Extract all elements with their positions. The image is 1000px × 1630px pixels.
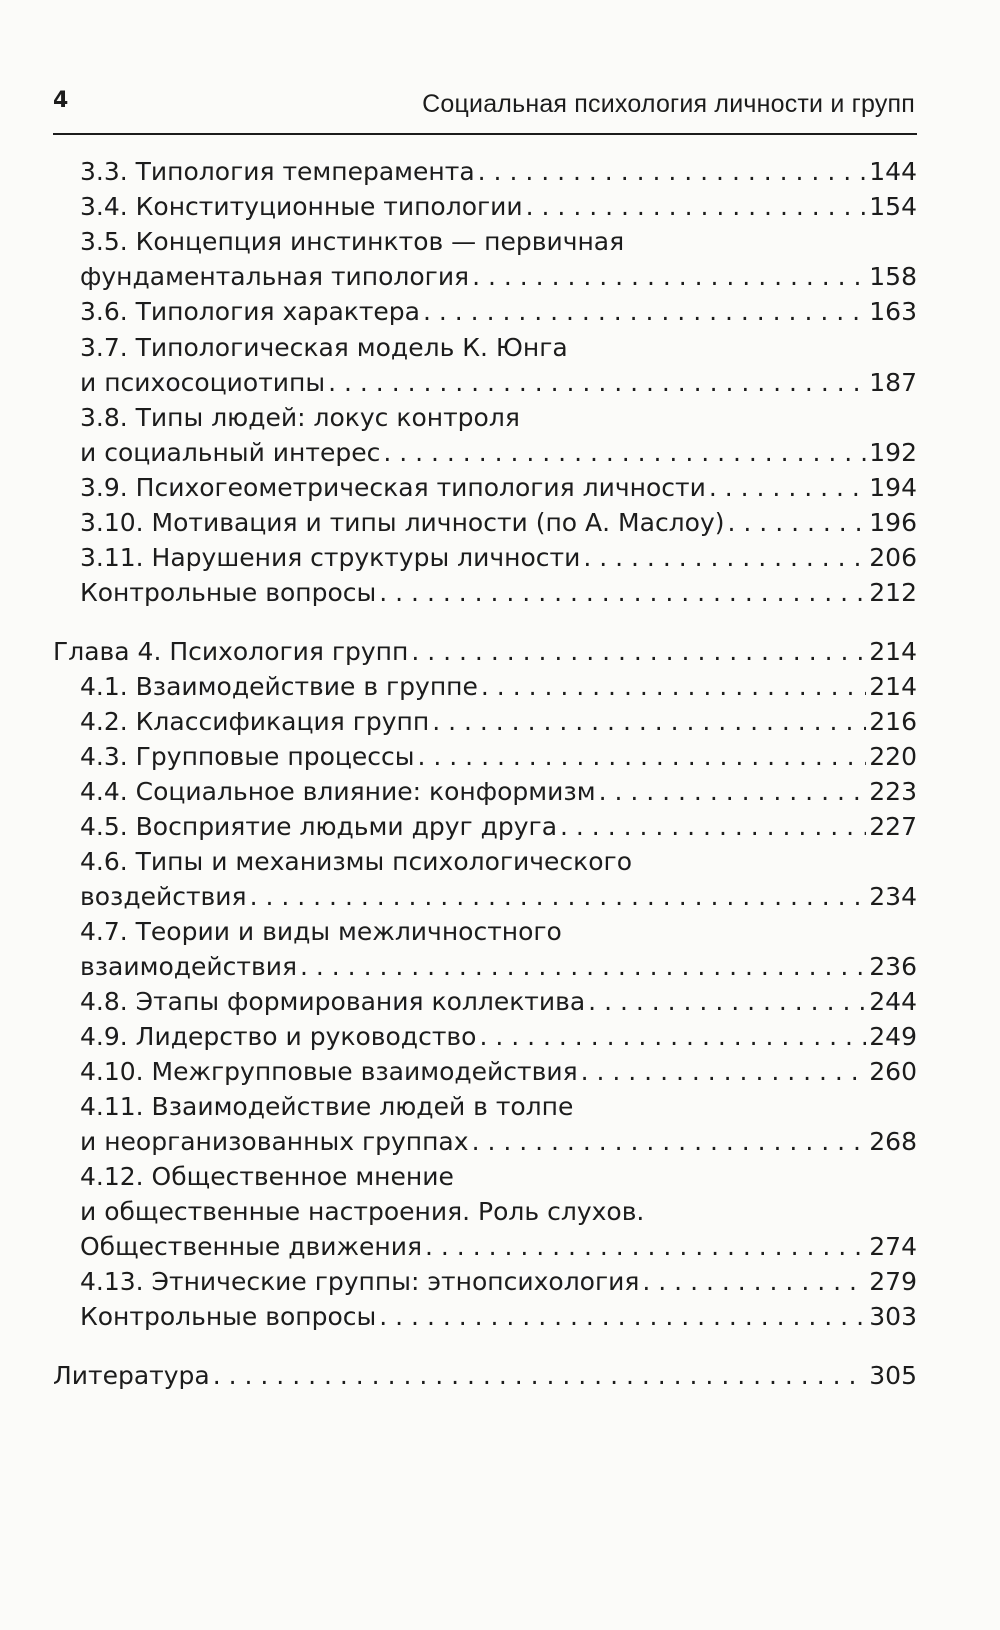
toc-entry-page: 192 bbox=[869, 438, 917, 467]
dot-leader bbox=[418, 739, 867, 775]
dot-leader bbox=[379, 575, 866, 611]
toc-entry-title: 3.9. Психогеометрическая типология личности bbox=[80, 473, 706, 502]
dot-leader bbox=[478, 154, 867, 190]
toc-entry-page: 163 bbox=[869, 297, 917, 326]
dot-leader bbox=[728, 505, 867, 541]
toc-entry-title: и социальный интерес bbox=[80, 438, 381, 467]
toc-entry-title: 3.3. Типология темперамента bbox=[80, 157, 475, 186]
dot-leader bbox=[642, 1264, 866, 1300]
dot-leader bbox=[383, 435, 866, 471]
dot-leader bbox=[425, 1229, 866, 1265]
toc-entry-title: взаимодействия bbox=[80, 952, 297, 981]
toc-entry-page: 220 bbox=[869, 742, 917, 771]
toc-entry-title: воздействия bbox=[80, 882, 247, 911]
toc-entry-page: 187 bbox=[869, 368, 917, 397]
toc-entry-title-line: 4.11. Взаимодействие людей в толпе bbox=[80, 1092, 574, 1121]
toc-entry-title: 4.4. Социальное влияние: конформизм bbox=[80, 777, 596, 806]
toc-entry-page: 154 bbox=[869, 192, 917, 221]
toc-entry-page: 234 bbox=[869, 882, 917, 911]
toc-entry-title-line: 3.5. Концепция инстинктов — первичная bbox=[80, 227, 625, 256]
toc-entry-title: и психосоциотипы bbox=[80, 368, 326, 397]
toc-entry-page: 216 bbox=[869, 707, 917, 736]
toc-chapter-title: Литература bbox=[53, 1361, 210, 1390]
dot-leader bbox=[526, 189, 867, 225]
dot-leader bbox=[599, 774, 867, 810]
dot-leader bbox=[472, 1124, 867, 1160]
dot-leader bbox=[328, 365, 866, 401]
toc-entry-title-line: 4.7. Теории и виды межличностного bbox=[80, 917, 562, 946]
dot-leader bbox=[379, 1299, 866, 1335]
toc-entry-page: 214 bbox=[869, 672, 917, 701]
page-number: 4 bbox=[53, 88, 69, 113]
toc-entry-page: 194 bbox=[869, 473, 917, 502]
toc-entry-title: Общественные движения bbox=[80, 1232, 423, 1261]
dot-leader bbox=[583, 540, 866, 576]
toc-entry-title: 4.13. Этнические группы: этнопсихология bbox=[80, 1267, 640, 1296]
toc-entry-title: 4.8. Этапы формирования коллектива bbox=[80, 987, 586, 1016]
toc-entry-title: 3.6. Типология характера bbox=[80, 297, 420, 326]
toc-entry-title: 4.3. Групповые процессы bbox=[80, 742, 415, 771]
toc-entry-title: Контрольные вопросы bbox=[80, 578, 377, 607]
toc-entry-title-line: 4.6. Типы и механизмы психологического bbox=[80, 847, 632, 876]
toc-entry-page: 268 bbox=[869, 1127, 917, 1156]
toc-entry-title: 3.4. Конституционные типологии bbox=[80, 192, 523, 221]
toc-entry-title: 3.10. Мотивация и типы личности (по А. Маслоу) bbox=[80, 508, 725, 537]
toc-entry-page: 196 bbox=[869, 508, 917, 537]
dot-leader bbox=[411, 634, 866, 670]
dot-leader bbox=[423, 294, 866, 330]
toc-entry-title-line: и общественные настроения. Роль слухов. bbox=[80, 1197, 645, 1226]
dot-leader bbox=[581, 1054, 867, 1090]
toc-entry-page: 212 bbox=[869, 578, 917, 607]
toc-entry-title: фундаментальная типология bbox=[80, 262, 470, 291]
header-rule bbox=[53, 133, 917, 135]
toc-entry-title: 4.9. Лидерство и руководство bbox=[80, 1022, 477, 1051]
toc-entry-page: 223 bbox=[869, 777, 917, 806]
toc-entry-page: 227 bbox=[869, 812, 917, 841]
toc-entry-page: 260 bbox=[869, 1057, 917, 1086]
toc-entry-title: и неорганизованных группах bbox=[80, 1127, 469, 1156]
dot-leader bbox=[481, 669, 866, 705]
toc-entry-title: 4.1. Взаимодействие в группе bbox=[80, 672, 478, 701]
dot-leader bbox=[709, 470, 866, 506]
toc-entry-page: 244 bbox=[869, 987, 917, 1016]
dot-leader bbox=[472, 259, 866, 295]
toc-entry-title: 4.10. Межгрупповые взаимодействия bbox=[80, 1057, 578, 1086]
toc-entry-page: 158 bbox=[869, 262, 917, 291]
toc-entry-title: Контрольные вопросы bbox=[80, 1302, 377, 1331]
dot-leader bbox=[560, 809, 866, 845]
toc-entry-title: 4.2. Классификация групп bbox=[80, 707, 430, 736]
dot-leader bbox=[250, 879, 867, 915]
toc-entry-page: 303 bbox=[869, 1302, 917, 1331]
dot-leader bbox=[479, 1019, 866, 1055]
toc-entry-page: 214 bbox=[869, 637, 917, 666]
dot-leader bbox=[432, 704, 866, 740]
dot-leader bbox=[213, 1358, 867, 1394]
toc-entry-page: 144 bbox=[869, 157, 917, 186]
dot-leader bbox=[300, 949, 866, 985]
page-header bbox=[53, 88, 915, 128]
toc-entry-page: 206 bbox=[869, 543, 917, 572]
dot-leader bbox=[588, 984, 866, 1020]
toc-entry-title: 3.11. Нарушения структуры личности bbox=[80, 543, 581, 572]
toc-entry-page: 249 bbox=[869, 1022, 917, 1051]
toc-entry-title-line: 3.8. Типы людей: локус контроля bbox=[80, 403, 520, 432]
toc-entry-page: 274 bbox=[869, 1232, 917, 1261]
toc-entry-page: 305 bbox=[869, 1361, 917, 1390]
toc-chapter-title: Глава 4. Психология групп bbox=[53, 637, 409, 666]
toc-entry-page: 279 bbox=[869, 1267, 917, 1296]
toc-entry-title: 4.5. Восприятие людьми друг друга bbox=[80, 812, 558, 841]
toc-entry-title-line: 4.12. Общественное мнение bbox=[80, 1162, 454, 1191]
toc-entry-title-line: 3.7. Типологическая модель К. Юнга bbox=[80, 333, 568, 362]
running-title: Социальная психология личности и групп bbox=[422, 90, 915, 118]
toc-entry-page: 236 bbox=[869, 952, 917, 981]
